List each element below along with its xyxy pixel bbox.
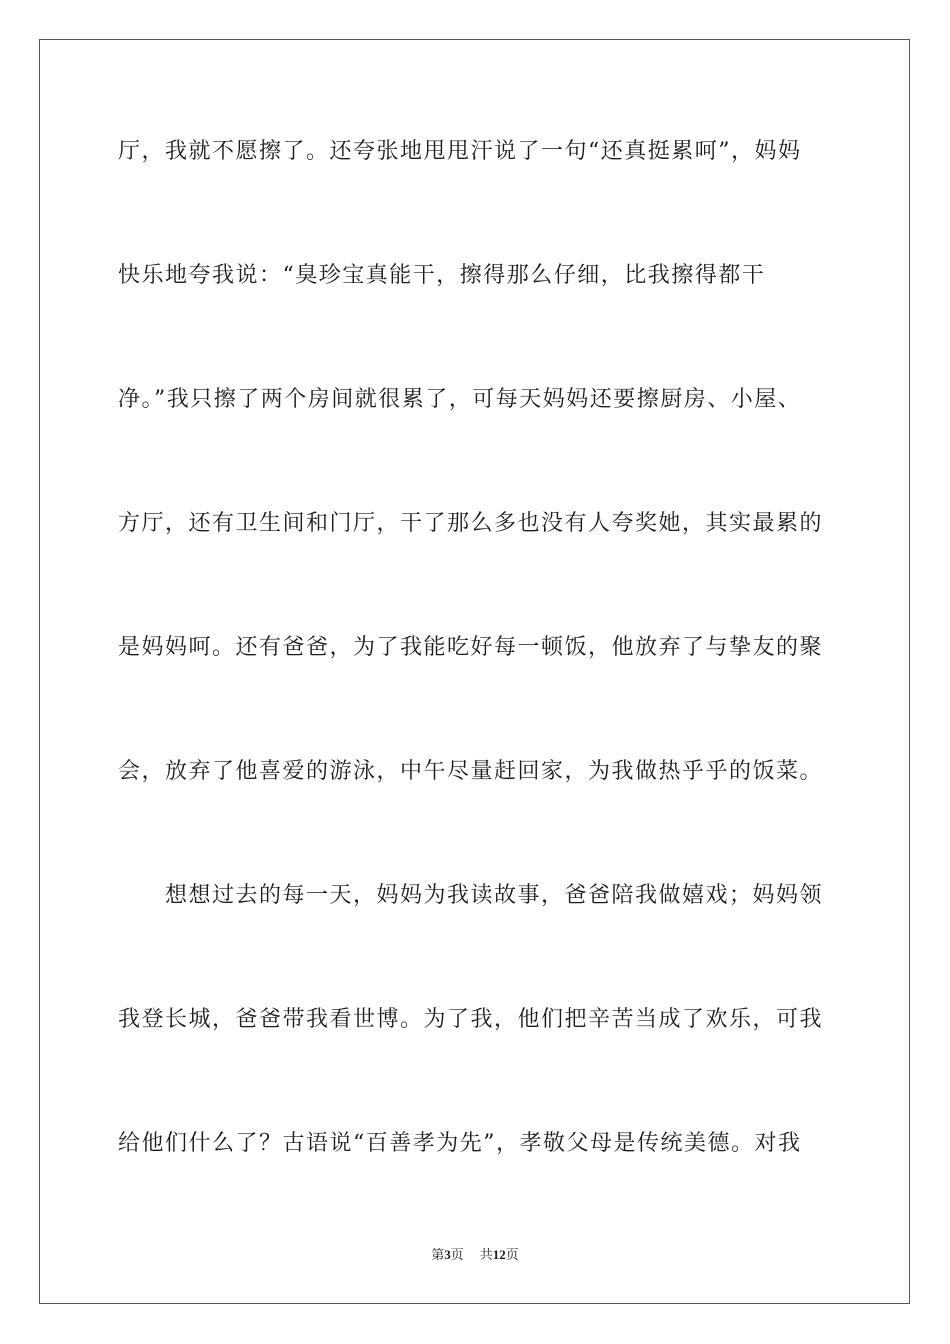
- total-prefix: 共: [479, 1247, 493, 1262]
- total-suffix: 页: [505, 1247, 519, 1262]
- text-line-6: 会，放弃了他喜爱的游泳，中午尽量赶回家，为我做热乎乎的饭菜。: [118, 759, 824, 784]
- text-line-8: 我登长城，爸爸带我看世博。为了我，他们把辛苦当成了欢乐，可我: [118, 1007, 824, 1032]
- page-number: 3: [444, 1247, 451, 1262]
- text-line-1: 厅，我就不愿擦了。还夸张地甩甩汗说了一句“还真挺累呵”，妈妈: [118, 139, 802, 164]
- text-line-9: 给他们什么了？古语说“百善孝为先”，孝敬父母是传统美德。对我: [118, 1131, 802, 1156]
- page-suffix: 页: [450, 1247, 464, 1262]
- text-line-4: 方厅，还有卫生间和门厅，干了那么多也没有人夸奖她，其实最累的: [118, 511, 824, 536]
- text-line-3: 净。”我只擦了两个房间就很累了，可每天妈妈还要擦厨房、小屋、: [118, 387, 802, 412]
- page-border: [39, 39, 910, 1304]
- text-line-2: 快乐地夸我说：“臭珍宝真能干，擦得那么仔细，比我擦得都干: [118, 263, 766, 288]
- page-prefix: 第: [431, 1247, 445, 1262]
- text-line-5: 是妈妈呵。还有爸爸，为了我能吃好每一顿饭，他放弃了与挚友的聚: [118, 635, 824, 660]
- text-line-7-paragraph-start: 想想过去的每一天，妈妈为我读故事，爸爸陪我做嬉戏；妈妈领: [165, 883, 824, 908]
- total-pages: 12: [492, 1247, 506, 1262]
- page-footer: [0, 1246, 950, 1264]
